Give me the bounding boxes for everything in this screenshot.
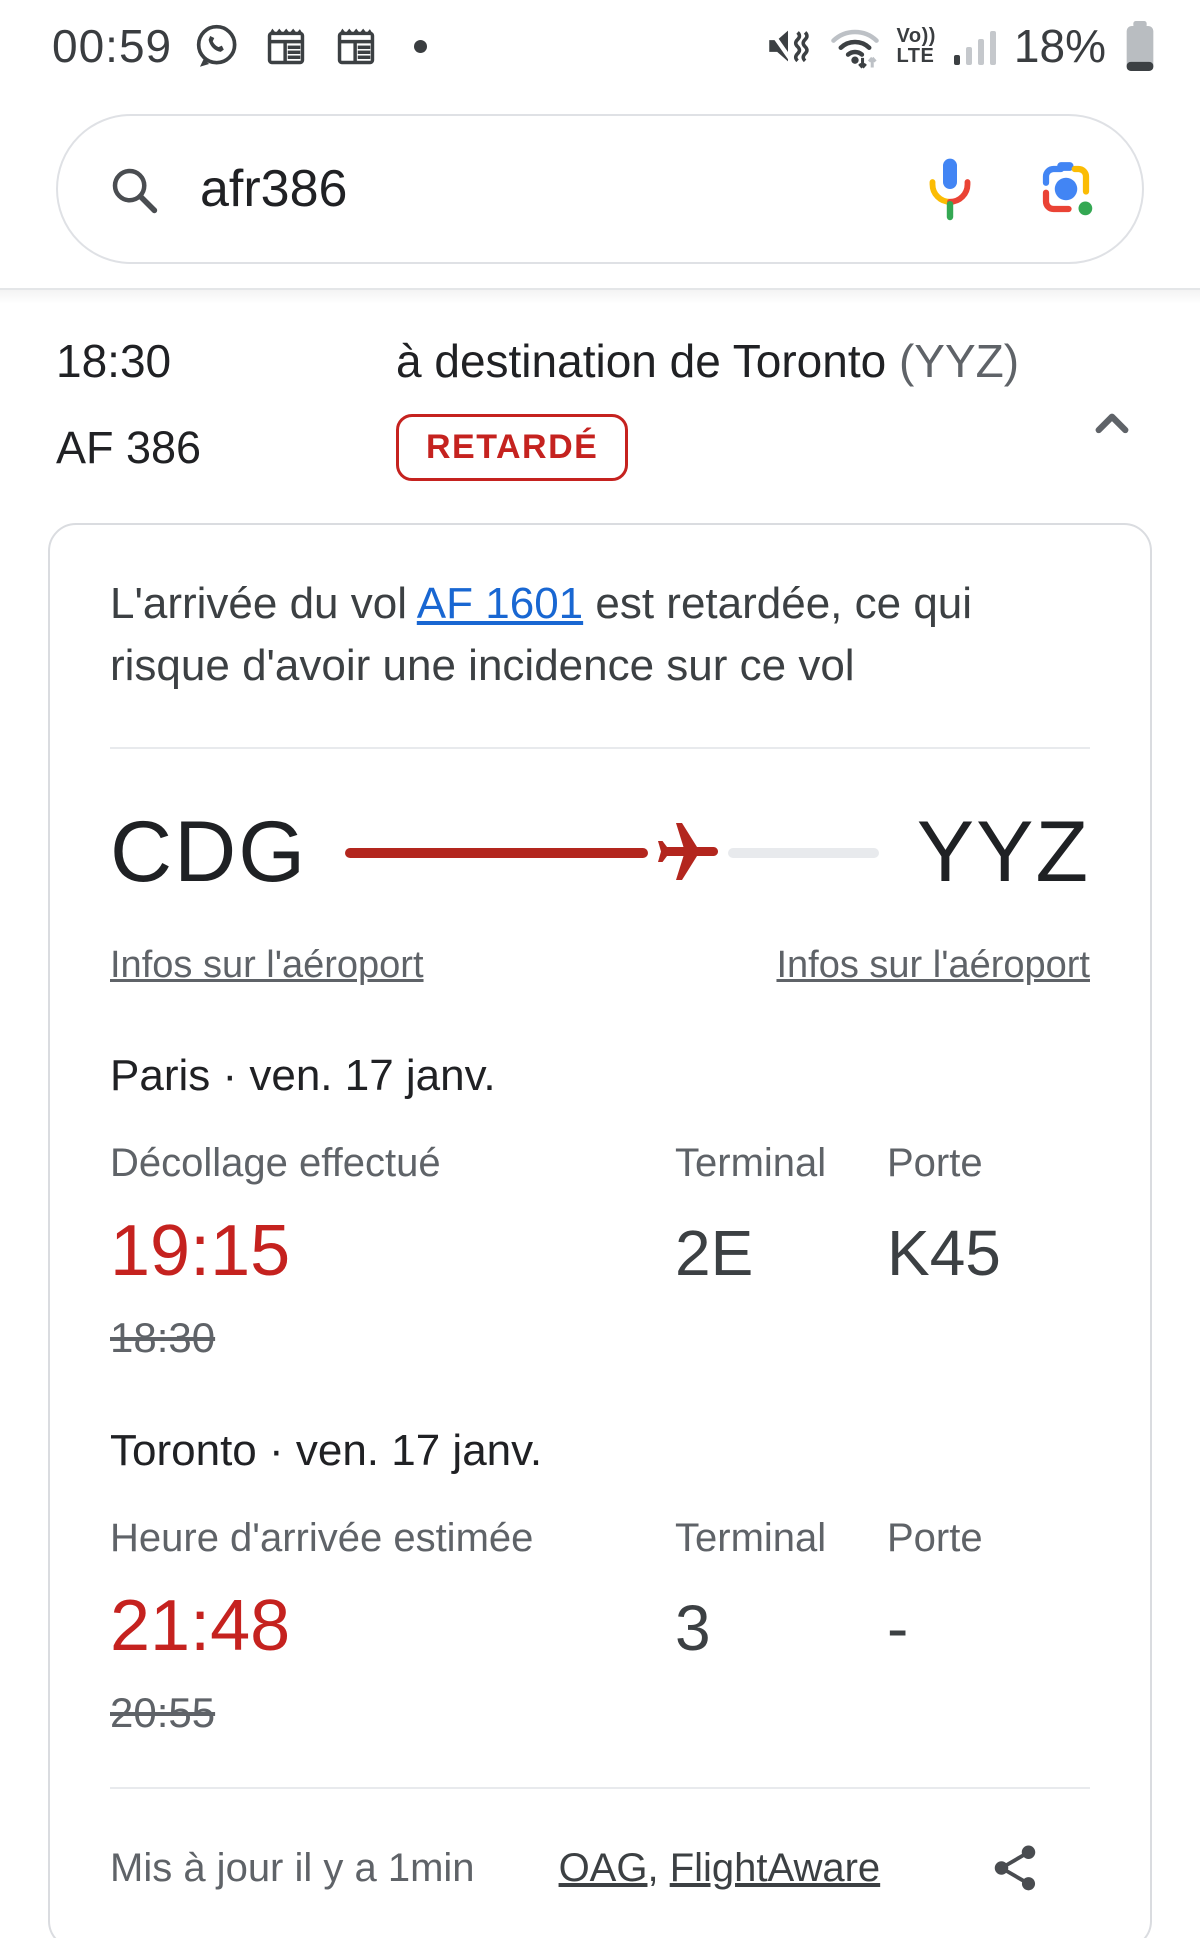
notes-icon (260, 20, 312, 72)
flight-header-row2 (56, 414, 1144, 481)
departure-terminal-column (675, 1141, 887, 1362)
departure-time-column (110, 1141, 675, 1362)
battery-percent-text: 18% (1013, 20, 1106, 72)
section-shadow (0, 290, 1200, 304)
whatsapp-icon (190, 20, 242, 72)
search-bar[interactable] (56, 114, 1144, 264)
arrival-time-column (110, 1516, 675, 1737)
route-row (110, 803, 1090, 902)
departure-gate-value: K45 (887, 1217, 1001, 1289)
mute-icon (763, 21, 813, 71)
destination-airport-code: YYZ (916, 804, 1090, 900)
airport-links-row (110, 944, 1090, 987)
flight-progress-line (345, 817, 879, 889)
arrival-scheduled-time-strikethrough: 20:55 (110, 1689, 216, 1736)
collapse-button[interactable] (1080, 392, 1144, 456)
arrival-status-label: Heure d'arrivée estimée (110, 1516, 534, 1560)
destination-prefix: à destination de Toronto (396, 335, 899, 387)
volte-icon (897, 26, 936, 66)
volte-top-text: Vo)) (896, 25, 936, 47)
arrival-details (110, 1516, 1090, 1737)
departure-block (110, 1051, 1090, 1362)
notice-text-after: est retardée, ce qui risque d'avoir une incidence sur ce vol (110, 579, 973, 690)
flight-result-header[interactable] (0, 304, 1200, 523)
departure-actual-time: 19:15 (110, 1211, 291, 1291)
destination-airport-info-link[interactable]: Infos sur l'aéroport (776, 944, 1090, 986)
departure-details (110, 1141, 1090, 1362)
destination-text (396, 334, 1019, 388)
search-input[interactable]: afr386 (200, 160, 348, 218)
notes-icon (330, 20, 382, 72)
departure-terminal-label: Terminal (675, 1141, 827, 1185)
departure-gate-column (887, 1141, 1090, 1362)
last-updated-text: Mis à jour il y a 1min (110, 1845, 475, 1890)
departure-terminal-value: 2E (675, 1217, 754, 1289)
lens-icon[interactable] (1036, 159, 1096, 219)
share-icon (988, 1841, 1042, 1895)
oag-link[interactable]: OAG (558, 1845, 648, 1890)
search-icon (106, 162, 160, 216)
mic-icon[interactable] (922, 156, 978, 222)
search-area (0, 92, 1200, 288)
departure-gate-label: Porte (887, 1141, 983, 1185)
plane-icon (652, 817, 724, 889)
arrival-gate-value: - (887, 1592, 909, 1664)
data-sources (559, 1846, 881, 1891)
status-bar-left (52, 19, 427, 73)
wifi-icon (827, 20, 883, 72)
origin-airport-info-link[interactable]: Infos sur l'aéroport (110, 944, 424, 986)
card-divider (110, 1787, 1090, 1789)
card-footer (110, 1841, 1090, 1895)
battery-icon (1120, 18, 1160, 74)
source-separator: , (647, 1845, 670, 1890)
arrival-terminal-label: Terminal (675, 1516, 827, 1560)
notification-dot (414, 40, 427, 53)
departure-scheduled-time-strikethrough: 18:30 (110, 1314, 216, 1361)
card-divider (110, 747, 1090, 749)
status-bar (0, 0, 1200, 92)
share-button[interactable] (988, 1841, 1042, 1895)
progress-segment-remaining (728, 848, 879, 858)
arrival-estimated-time: 21:48 (110, 1586, 291, 1666)
destination-code: (YYZ) (898, 335, 1020, 387)
arrival-city-date: Toronto · ven. 17 janv. (110, 1426, 543, 1475)
arrival-terminal-value: 3 (675, 1592, 711, 1664)
origin-airport-code: CDG (110, 804, 308, 900)
departure-city-date: Paris · ven. 17 janv. (110, 1051, 496, 1100)
flightaware-link[interactable]: FlightAware (669, 1845, 881, 1890)
search-actions (922, 156, 1096, 222)
chevron-up-icon (1083, 395, 1141, 453)
arrival-terminal-column (675, 1516, 887, 1737)
arrival-gate-column (887, 1516, 1090, 1737)
signal-icon (950, 22, 1000, 70)
clock-text: 00:59 (52, 20, 173, 72)
arrival-block (110, 1426, 1090, 1737)
scheduled-departure-time: 18:30 (56, 335, 172, 387)
connecting-flight-link[interactable]: AF 1601 (416, 579, 584, 628)
status-bar-right (763, 18, 1160, 74)
arrival-gate-label: Porte (887, 1516, 983, 1560)
flight-status-card (48, 523, 1152, 1938)
flight-header-row1 (56, 334, 1144, 388)
progress-segment-done (345, 848, 647, 858)
departure-status-label: Décollage effectué (110, 1141, 441, 1185)
notice-text-before: L'arrivée du vol (110, 579, 417, 628)
status-badge: RETARDÉ (396, 414, 628, 481)
delay-notice (110, 573, 1070, 697)
volte-bottom-text: LTE (896, 45, 935, 67)
flight-number: AF 386 (56, 421, 202, 473)
